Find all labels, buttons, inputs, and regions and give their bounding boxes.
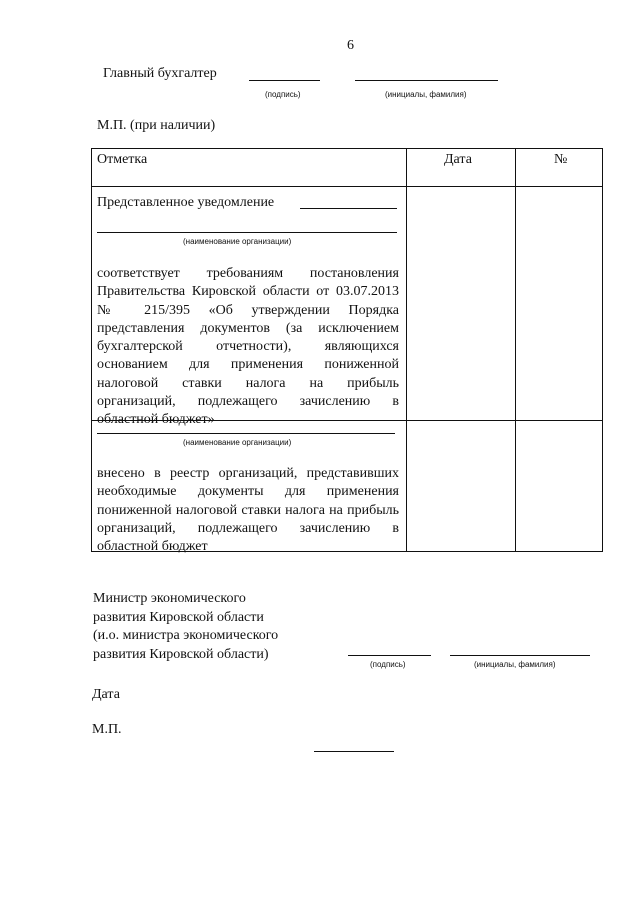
- org-fill-line: [97, 232, 397, 233]
- registry-mark-table: [91, 148, 603, 555]
- minister-signature-caption: (подпись): [370, 660, 406, 669]
- name-caption: (инициалы, фамилия): [385, 90, 467, 99]
- header-number: №: [554, 152, 568, 167]
- minister-line-4: развития Кировской области): [93, 646, 269, 662]
- minister-signature-line: [348, 655, 431, 656]
- seal-label-2: М.П.: [92, 722, 122, 737]
- minister-title: [93, 590, 278, 664]
- name-line: [355, 80, 498, 81]
- seal-label: М.П. (при наличии): [97, 118, 216, 133]
- chief-accountant-label: Главный бухгалтер: [103, 66, 217, 81]
- page-number: 6: [347, 38, 354, 53]
- signature-caption: (подпись): [265, 90, 301, 99]
- org-fill-line: [97, 433, 395, 434]
- row2-body: внесено в реестр организаций, представивших необходимые документы для применения пониженной налоговой ставки налога на прибыль организаций, подлежащего зачислению в областной бюджет: [97, 466, 399, 555]
- date-label: Дата: [92, 687, 120, 702]
- minister-line-2: развития Кировской области: [93, 609, 264, 625]
- signature-line: [249, 80, 320, 81]
- row1-body: соответствует требованиям постановления Правительства Кировской области от 03.07.2013 № 215/395 «Об утверждении Порядка представления документов (за исключением бухгалтерской отчетности), являющихся основанием для применения пониженной налоговой ставки налога на прибыль организаций, подлежащего зачислению в областной бюджет»: [97, 266, 399, 428]
- row1-intro: Представленное уведомление: [97, 195, 275, 210]
- signature-line-bottom: [314, 751, 394, 752]
- minister-name-caption: (инициалы, фамилия): [474, 660, 556, 669]
- org-caption: (наименование организации): [183, 237, 292, 246]
- header-date: Дата: [444, 152, 472, 167]
- header-mark: Отметка: [97, 152, 148, 167]
- column-divider: [406, 149, 407, 551]
- minister-name-line: [450, 655, 590, 656]
- minister-line-3: (и.о. министра экономического: [93, 628, 279, 643]
- org-caption: (наименование организации): [183, 438, 292, 447]
- minister-line-1: Министр экономического: [93, 591, 246, 606]
- org-fill-line: [300, 208, 397, 209]
- header-divider: [92, 186, 602, 187]
- column-divider: [515, 149, 516, 551]
